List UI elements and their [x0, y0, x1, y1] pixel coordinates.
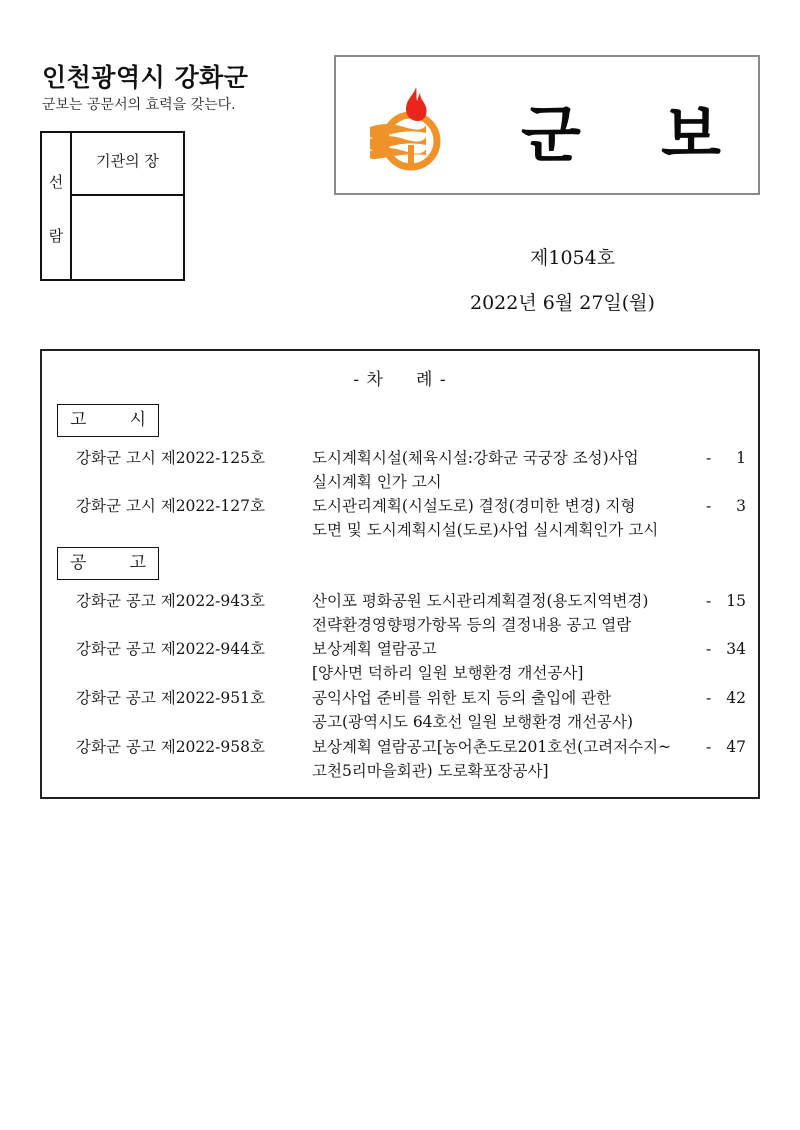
entry-description	[312, 446, 707, 494]
entry-description	[312, 494, 707, 542]
entry-number: 강화군 공고 제2022-943호	[76, 592, 265, 610]
section-label-announcement	[57, 547, 159, 580]
entry-description	[312, 686, 707, 734]
county-emblem-icon	[364, 85, 454, 175]
section-label-char: 고	[70, 410, 87, 430]
review-side-char: 선	[48, 173, 64, 191]
entry-number: 강화군 공고 제2022-958호	[76, 738, 265, 756]
org-title: 인천광역시 강화군	[42, 63, 249, 92]
entry-line: 공익사업 준비를 위한 토지 등의 출입에 관한	[312, 689, 612, 707]
section-label-char: 공	[70, 553, 87, 573]
issue-date: 2022년 6월 27일(월)	[470, 292, 655, 314]
entry-line: 도면 및 도시계획시설(도로)사업 실시계획인가 고시	[312, 521, 659, 539]
entry-number: 강화군 고시 제2022-127호	[76, 497, 265, 515]
entry-line: 보상계획 열람공고[농어촌도로201호선(고려저수지~	[312, 738, 672, 756]
entry-description	[312, 735, 707, 783]
entry-leader: -	[706, 738, 712, 756]
entry-page: 42	[726, 689, 746, 707]
entry-line: 실시계획 인가 고시	[312, 473, 442, 491]
review-side-label	[42, 133, 72, 279]
entry-page: 34	[726, 640, 746, 658]
entry-number: 강화군 공고 제2022-951호	[76, 689, 265, 707]
entry-leader: -	[706, 689, 712, 707]
org-subtitle: 군보는 공문서의 효력을 갖는다.	[42, 97, 236, 113]
gazette-banner	[334, 55, 760, 195]
entry-line: 전략환경영향평가항목 등의 결정내용 공고 열람	[312, 616, 632, 634]
entry-leader: -	[706, 449, 712, 467]
entry-page: 15	[726, 592, 746, 610]
entry-number: 강화군 공고 제2022-944호	[76, 640, 265, 658]
entry-leader: -	[706, 592, 712, 610]
review-side-char: 람	[48, 227, 64, 245]
entry-leader: -	[706, 497, 712, 515]
entry-line: 공고(광역시도 64호선 일원 보행환경 개선공사)	[312, 713, 634, 731]
entry-line: 도시관리계획(시설도로) 결정(경미한 변경) 지형	[312, 497, 636, 515]
entry-number: 강화군 고시 제2022-125호	[76, 449, 265, 467]
section-label-char: 시	[129, 410, 146, 430]
entry-line: [양사면 덕하리 일원 보행환경 개선공사]	[312, 664, 584, 682]
toc-title: - 차 례 -	[353, 370, 447, 390]
banner-char: 군	[521, 98, 581, 171]
entry-line: 산이포 평화공원 도시관리계획결정(용도지역변경)	[312, 592, 649, 610]
entry-page: 47	[726, 738, 746, 756]
entry-line: 고천5리마을회관) 도로확포장공사]	[312, 762, 549, 780]
table-of-contents	[40, 349, 760, 799]
section-label-char: 고	[129, 553, 146, 573]
entry-page: 1	[736, 449, 746, 467]
entry-line: 도시계획시설(체육시설:강화군 국궁장 조성)사업	[312, 449, 639, 467]
review-stamp-box	[40, 131, 185, 281]
review-head-label: 기관의 장	[72, 133, 183, 196]
entry-description	[312, 589, 707, 637]
banner-char: 보	[661, 98, 721, 171]
entry-page: 3	[736, 497, 746, 515]
entry-leader: -	[706, 640, 712, 658]
entry-description	[312, 637, 707, 685]
section-label-notice	[57, 404, 159, 437]
issue-number: 제1054호	[530, 247, 616, 269]
entry-line: 보상계획 열람공고	[312, 640, 437, 658]
